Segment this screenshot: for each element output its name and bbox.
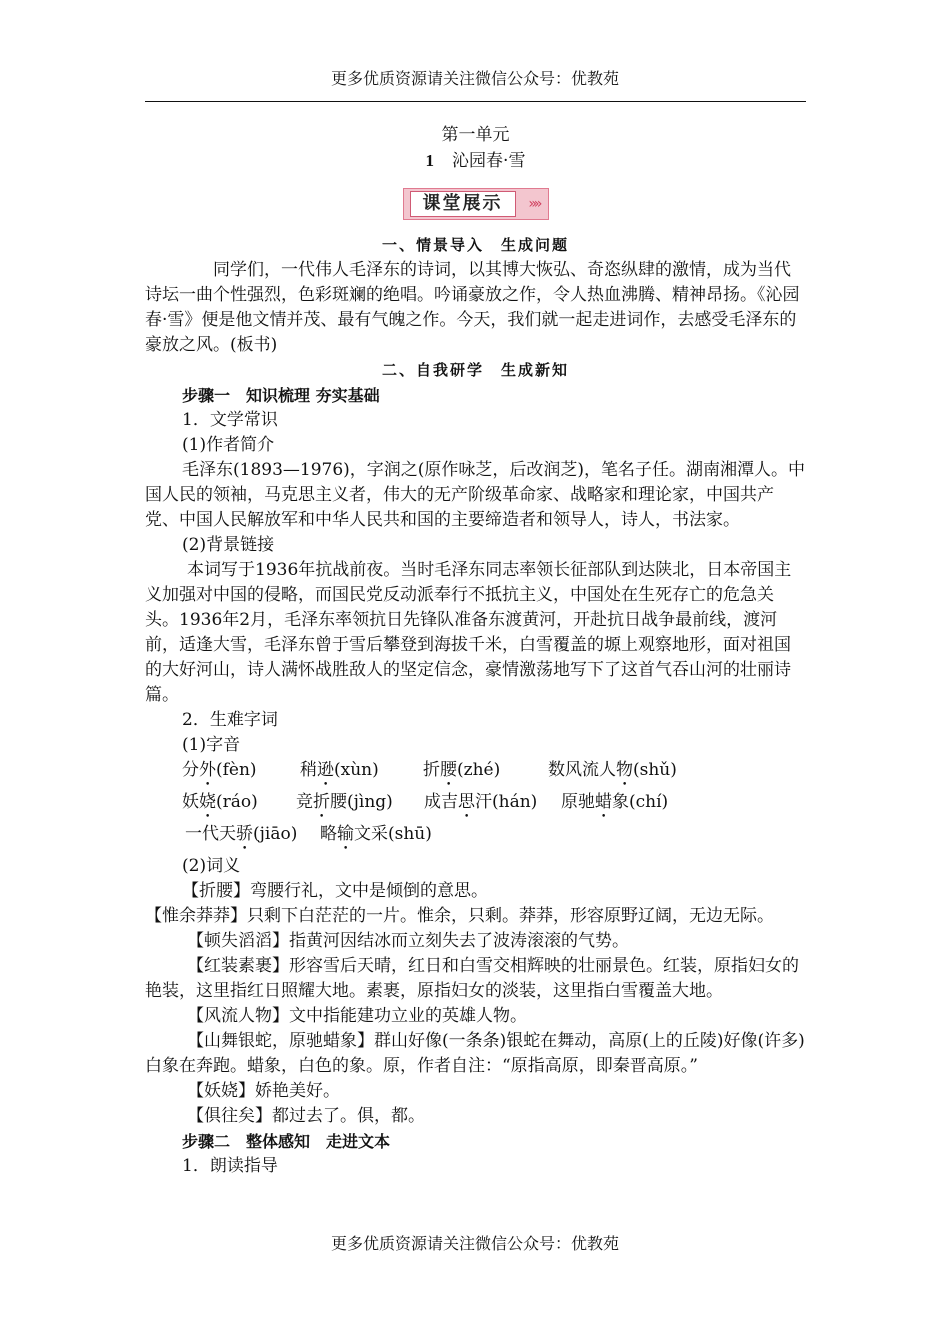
- pron-item: 数风流人物(shǔ): [548, 760, 677, 780]
- pron-item: 妖娆(ráo): [182, 792, 258, 812]
- lesson-number: 1: [425, 151, 435, 170]
- pron-item: 分外(fèn): [182, 760, 257, 780]
- banner-label: 课堂展示: [410, 191, 516, 217]
- classroom-banner: [403, 188, 549, 220]
- pron-item: 稍逊(xùn): [300, 760, 379, 780]
- sub-author-intro: (1)作者简介: [182, 435, 275, 455]
- meaning-entry: 【妖娆】娇艳美好。: [187, 1081, 340, 1101]
- unit-title: 第一单元: [441, 125, 510, 145]
- meaning-entry: 【折腰】弯腰行礼，文中是倾倒的意思。: [182, 881, 488, 901]
- meaning-entry: 【红装素裹】形容雪后天晴，红日和白雪交相辉映的壮丽景色。红装，原指妇女的艳装，这里指红日照耀大地。素裹，原指妇女的淡装，这里指白雪覆盖大地。: [145, 956, 799, 1001]
- pron-item: 略输文采(shū): [320, 824, 432, 844]
- section-2-title: 二、自我研学 生成新知: [381, 361, 569, 379]
- page-footer: 更多优质资源请关注微信公众号：优教苑: [330, 1234, 619, 1253]
- meaning-entry: 【风流人物】文中指能建功立业的英雄人物。: [187, 1006, 527, 1026]
- page-header: 更多优质资源请关注微信公众号：优教苑: [330, 69, 619, 88]
- meaning-entry: 【山舞银蛇，原驰蜡象】群山好像(一条条)银蛇在舞动，高原(上的丘陵)好像(许多)白象在奔跑。蜡象，白色的象。原，作者自注：“原指高原，即秦晋高原。”: [145, 1031, 805, 1076]
- meaning-entry: 【俱往矣】都过去了。俱，都。: [187, 1106, 425, 1126]
- double-arrow-icon: »»: [528, 196, 540, 212]
- sub-background: (2)背景链接: [182, 535, 275, 555]
- intro-paragraph: 同学们，一代伟人毛泽东的诗词，以其博大恢弘、奇恣纵肆的激情，成为当代诗坛一曲个性强烈，色彩斑斓的绝唱。吟诵豪放之作，令人热血沸腾、精神昂扬。《沁园春·雪》便是他文情并茂、最有气魄之作。今天，我们就一起走进词作，去感受毛泽东的豪放之风。(板书): [145, 260, 800, 355]
- item-reading-guide: 1．朗读指导: [182, 1156, 278, 1176]
- item-difficult-words: 2．生难字词: [182, 710, 278, 730]
- item-literary-knowledge: 1．文学常识: [182, 410, 278, 430]
- step-1-heading: 步骤一 知识梳理 夯实基础: [182, 386, 380, 405]
- document-body: [145, 123, 806, 1179]
- meaning-entry: 【惟余莽莽】只剩下白茫茫的一片。惟余，只剩。莽莽，形容原野辽阔，无边无际。: [145, 906, 774, 926]
- author-paragraph: 毛泽东(1893—1976)，字润之(原作咏芝，后改润芝)，笔名子任。湖南湘潭人。中国人民的领袖，马克思主义者，伟大的无产阶级革命家、战略家和理论家，中国共产党、中国人民解放军和中华人民共和国的主要缔造者和领导人，诗人，书法家。: [145, 460, 806, 530]
- pronunciation-row-1: [145, 758, 806, 790]
- lesson-title: 沁园春·雪: [452, 151, 526, 171]
- section-1-title: 一、情景导入 生成问题: [381, 236, 569, 254]
- pronunciation-row-3: [145, 822, 806, 854]
- pron-item: 原驰蜡象(chí): [561, 792, 669, 812]
- pron-item: 成吉思汗(hán): [424, 792, 538, 812]
- meaning-entry: 【顿失滔滔】指黄河因结冰而立刻失去了波涛滚滚的气势。: [187, 931, 629, 951]
- pronunciation-row-2: [145, 790, 806, 822]
- background-paragraph: 本词写于1936年抗战前夜。当时毛泽东同志率领长征部队到达陕北，日本帝国主义加强对中国的侵略，而国民党反动派奉行不抵抗主义，中国处在生死存亡的危急关头。1936年2月，毛泽东率领抗日先锋队准备东渡黄河，开赴抗日战争最前线，渡河前，适逢大雪，毛泽东曾于雪后攀登到海拔千米，白雪覆盖的塬上观察地形，面对祖国的大好河山，诗人满怀战胜敌人的坚定信念，豪情激荡地写下了这首气吞山河的壮丽诗篇。: [145, 560, 792, 705]
- step-2-heading: 步骤二 整体感知 走进文本: [182, 1132, 391, 1151]
- sub-pronunciation: (1)字音: [182, 735, 241, 755]
- lesson-heading: [145, 148, 806, 174]
- pron-item: 一代天骄(jiāo): [185, 824, 298, 844]
- sub-word-meaning: (2)词义: [182, 856, 241, 876]
- banner-container: [145, 188, 806, 222]
- pron-item: 竞折腰(jìng): [296, 792, 393, 812]
- pron-item: 折腰(zhé): [423, 760, 501, 780]
- header-divider: [145, 101, 806, 102]
